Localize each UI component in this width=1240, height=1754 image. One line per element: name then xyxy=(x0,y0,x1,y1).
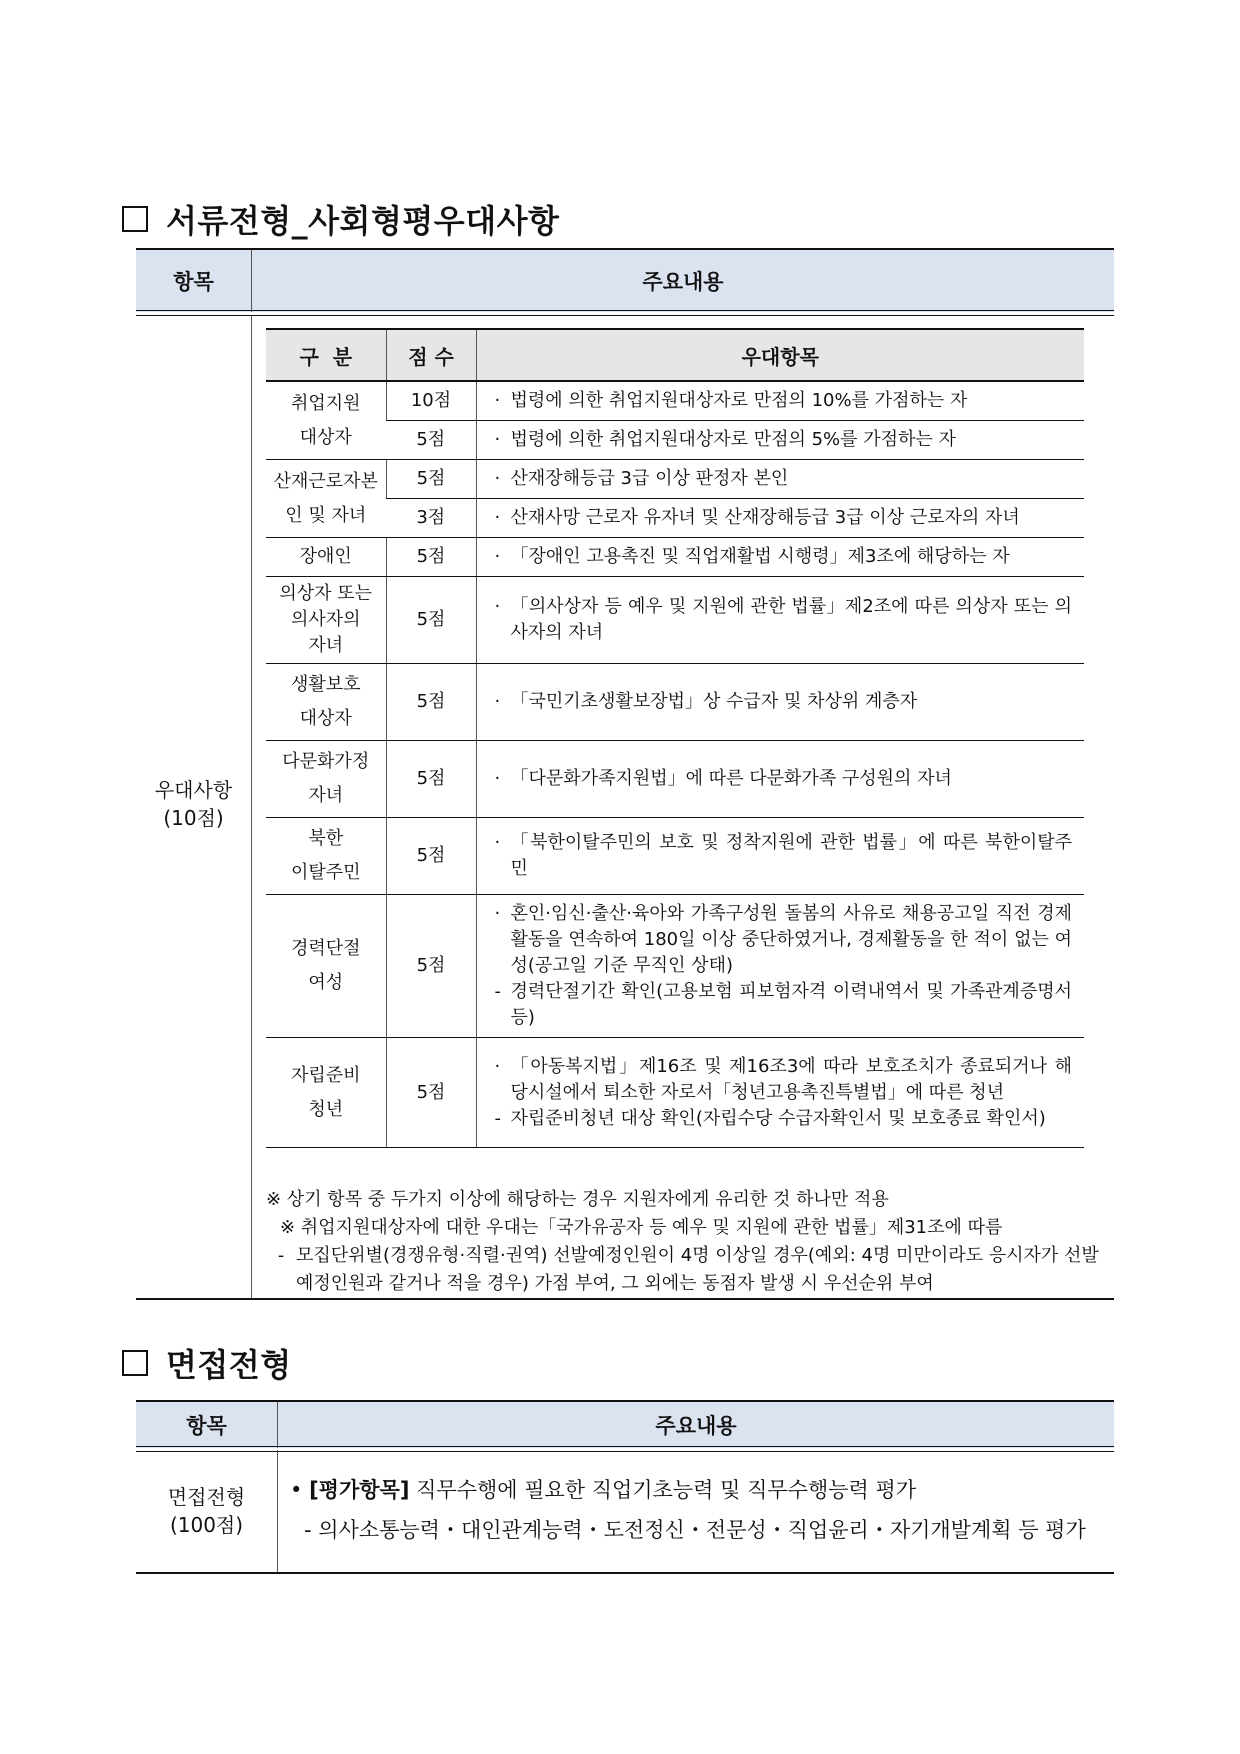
content-text: 「다문화가족지원법」에 따른 다문화가족 구성원의 자녀 xyxy=(510,768,952,789)
content-text: 법령에 의한 취업지원대상자로 만점의 10%를 가점하는 자 xyxy=(510,390,968,411)
note-1: ※ 상기 항목 중 두가지 이상에 해당하는 경우 지원자에게 유리한 것 하나만 적용 xyxy=(266,1189,889,1210)
note-3-text: 모집단위별(경쟁유형·직렬·권역) 선발예정인원이 4명 이상일 경우(예외: 4명 미만이라도 응시자가 선발예정인원과 같거나 적을 경우) 가점 부여, 그 외에는 동점자 발생 시 우선순위 부여 xyxy=(296,1245,1099,1294)
content-mark: · xyxy=(494,903,501,924)
content-text: 경력단절기간 확인(고용보험 피보험자격 이력내역서 및 가족관계증명서 등) xyxy=(510,981,1072,1028)
content-line xyxy=(495,594,1073,646)
table-row xyxy=(266,499,1084,538)
row-category-line: 자녀 xyxy=(308,635,344,656)
interview-category xyxy=(136,1450,278,1572)
content-mark: · xyxy=(494,390,501,411)
content-text: 「국민기초생활보장법」상 수급자 및 차상위 계층자 xyxy=(510,691,918,712)
note-3 xyxy=(266,1242,1116,1298)
row-category-line: 경력단절 xyxy=(290,938,361,959)
preference-table xyxy=(266,328,1084,1148)
row-category xyxy=(266,460,386,538)
content-text: 산재사망 근로자 유자녀 및 산재장해등급 3급 이상 근로자의 자녀 xyxy=(510,507,1020,528)
interview-points: (100점) xyxy=(169,1513,244,1537)
section1-column-divider xyxy=(251,316,252,1298)
row-score: 10점 xyxy=(386,381,476,421)
note-2: ※ 취업지원대상자에 대한 우대는「국가유공자 등 예우 및 지원에 관한 법률」제31조에 따름 xyxy=(280,1217,1003,1238)
row-content xyxy=(476,381,1084,421)
row-content xyxy=(476,460,1084,499)
content-line xyxy=(495,427,1073,453)
row-category xyxy=(266,741,386,818)
table-row xyxy=(266,818,1084,895)
table-row xyxy=(266,538,1084,577)
row-category-line: 장애인 xyxy=(299,546,352,567)
row-category-line: 대상자 xyxy=(299,708,352,729)
bullet-mark: • xyxy=(290,1478,303,1502)
section1-title: 서류전형_사회형평우대사항 xyxy=(166,202,560,240)
content-mark: · xyxy=(494,1055,501,1077)
row-content xyxy=(476,818,1084,895)
row-category-line: 인 및 자녀 xyxy=(285,504,367,526)
row-content xyxy=(476,1038,1084,1148)
section1-table-header xyxy=(136,248,1114,312)
interview-line-1 xyxy=(290,1470,1104,1510)
content-line xyxy=(495,388,1073,414)
eval-item-label: [평가항목] xyxy=(309,1478,410,1502)
section2-table-body xyxy=(136,1450,1114,1574)
row-content xyxy=(476,664,1084,741)
row-category-line: 이탈주민 xyxy=(290,862,361,883)
content-mark: - xyxy=(494,1107,501,1129)
row-content xyxy=(476,577,1084,664)
category-label xyxy=(136,776,251,832)
row-category-line: 북한 xyxy=(308,828,344,849)
content-line xyxy=(495,901,1073,979)
table-row xyxy=(266,741,1084,818)
section1-bottom-line xyxy=(136,1298,1114,1300)
row-content xyxy=(476,538,1084,577)
row-score: 5점 xyxy=(386,421,476,460)
row-score: 3점 xyxy=(386,499,476,538)
content-text: 「의사상자 등 예우 및 지원에 관한 법률」제2조에 따른 의상자 또는 의사자의 자녀 xyxy=(510,596,1072,643)
content-text: 「장애인 고용촉진 및 직업재활법 시행령」제3조에 해당하는 자 xyxy=(510,546,1010,567)
row-category-line: 자녀 xyxy=(308,785,344,806)
table-row xyxy=(266,664,1084,741)
content-mark: · xyxy=(494,768,501,789)
row-category xyxy=(266,381,386,460)
col-category: 구 분 xyxy=(266,329,386,381)
checkbox-icon xyxy=(122,1350,148,1376)
table-row xyxy=(266,460,1084,499)
header-content: 주요내용 xyxy=(642,270,724,294)
row-category xyxy=(266,1038,386,1148)
category-points: (10점) xyxy=(163,806,224,830)
row-score: 5점 xyxy=(386,664,476,741)
content-text: 산재장해등급 3급 이상 판정자 본인 xyxy=(510,468,789,489)
content-mark: · xyxy=(494,691,501,712)
table-row xyxy=(266,421,1084,460)
section2-table-header xyxy=(136,1400,1114,1448)
row-score: 5점 xyxy=(386,577,476,664)
row-category-line: 자립준비 xyxy=(290,1064,361,1086)
interview-label: 면접전형 xyxy=(167,1485,246,1509)
row-category-line: 여성 xyxy=(308,972,344,993)
table-row xyxy=(266,577,1084,664)
content-line xyxy=(495,505,1073,531)
content-line xyxy=(495,1106,1073,1132)
content-line xyxy=(495,766,1073,792)
table-row xyxy=(266,381,1084,421)
header-double-line xyxy=(136,310,1114,316)
row-score: 5점 xyxy=(386,818,476,895)
interview-content xyxy=(278,1450,1114,1572)
content-line xyxy=(495,689,1073,715)
row-score: 5점 xyxy=(386,460,476,499)
header-item: 항목 xyxy=(136,1402,278,1448)
col-score: 점 수 xyxy=(386,329,476,381)
section1-title-row xyxy=(122,196,559,242)
row-content xyxy=(476,421,1084,460)
content-mark: · xyxy=(494,546,501,567)
eval-item-text: 직무수행에 필요한 직업기초능력 및 직무수행능력 평가 xyxy=(409,1478,917,1502)
content-text: 「아동복지법」제16조 및 제16조3에 따라 보호조치가 종료되거나 해당시설에서 퇴소한 자로서「청년고용촉진특별법」에 따른 청년 xyxy=(510,1055,1072,1103)
content-text: 「북한이탈주민의 보호 및 정착지원에 관한 법률」에 따른 북한이탈주민 xyxy=(510,832,1072,879)
row-category-line: 취업지원 xyxy=(290,392,361,414)
content-mark: · xyxy=(494,596,501,617)
content-text: 자립준비청년 대상 확인(자립수당 수급자확인서 및 보호종료 확인서) xyxy=(510,1107,1046,1129)
note-3-mark: - xyxy=(277,1245,285,1266)
content-text: 혼인·임신·출산·육아와 가족구성원 돌봄의 사유로 채용공고일 직전 경제활동을 연속하여 180일 이상 중단하였거나, 경제활동을 한 적이 없는 여성(공고일 기준 무직인 상태) xyxy=(510,903,1072,976)
notes xyxy=(266,1186,1116,1298)
table-row xyxy=(266,1038,1084,1148)
row-category xyxy=(266,538,386,577)
row-category-line: 대상자 xyxy=(299,426,352,448)
header-item: 항목 xyxy=(136,250,252,312)
checkbox-icon xyxy=(122,206,148,232)
row-category-line: 생활보호 xyxy=(290,674,361,695)
row-score: 5점 xyxy=(386,741,476,818)
content-line xyxy=(495,544,1073,570)
content-mark: · xyxy=(494,429,501,450)
row-score: 5점 xyxy=(386,1038,476,1148)
content-mark: · xyxy=(494,468,501,489)
interview-line-2: - 의사소통능력・대인관계능력・도전정신・전문성・직업윤리・자기개발계획 등 평가 xyxy=(304,1518,1086,1542)
row-category xyxy=(266,895,386,1038)
content-line xyxy=(495,1054,1073,1106)
content-text: 법령에 의한 취업지원대상자로 만점의 5%를 가점하는 자 xyxy=(510,429,956,450)
content-line xyxy=(495,979,1073,1031)
content-line xyxy=(495,466,1073,492)
row-score: 5점 xyxy=(386,538,476,577)
row-content xyxy=(476,895,1084,1038)
row-category-line: 청년 xyxy=(308,1098,344,1120)
category-name: 우대사항 xyxy=(154,778,233,802)
row-category xyxy=(266,577,386,664)
row-category-line: 의상자 또는 xyxy=(279,583,373,604)
content-mark: - xyxy=(494,981,501,1002)
row-category xyxy=(266,818,386,895)
content-line xyxy=(495,830,1073,882)
header-content: 주요내용 xyxy=(655,1414,737,1438)
row-content xyxy=(476,499,1084,538)
row-score: 5점 xyxy=(386,895,476,1038)
section2-title-row xyxy=(122,1340,292,1386)
row-category-line: 의사자의 xyxy=(290,609,361,630)
row-content xyxy=(476,741,1084,818)
table-row xyxy=(266,895,1084,1038)
row-category-line: 다문화가정 xyxy=(282,751,370,772)
preference-rows xyxy=(266,381,1084,1148)
content-mark: · xyxy=(494,507,501,528)
col-item: 우대항목 xyxy=(476,329,1084,381)
row-category-line: 산재근로자본 xyxy=(273,470,378,492)
content-mark: · xyxy=(494,832,501,853)
row-category xyxy=(266,664,386,741)
section2-title: 면접전형 xyxy=(166,1346,292,1384)
